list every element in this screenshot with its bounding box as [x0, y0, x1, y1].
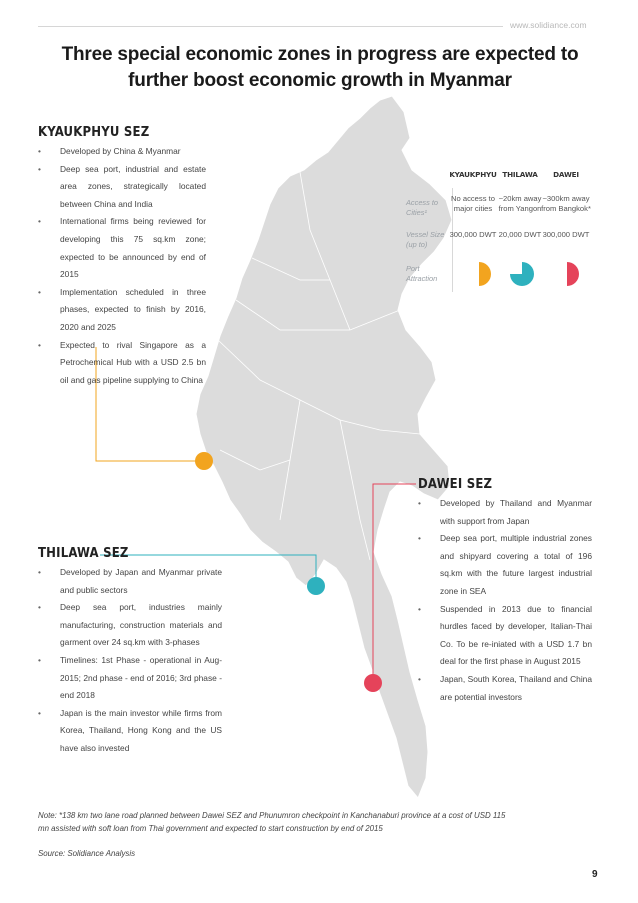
source-line: Source: Solidiance Analysis — [38, 849, 136, 858]
list-item: • Developed by Japan and Myanmar private and public sectors — [38, 564, 222, 599]
dawei-bullets — [418, 495, 592, 706]
website-url[interactable]: www.solidiance.com — [510, 20, 587, 30]
list-item: • International firms being reviewed for developing this 75 sq.km zone; expected to be announced by end of 2015 — [38, 213, 206, 283]
dawei-attraction-pie — [567, 262, 579, 286]
thilawa-bullets — [38, 564, 222, 758]
page-title: Three special economic zones in progress are expected to further boost economic growth in Myanmar — [61, 44, 579, 91]
table-cell: ~300km away from Bangkok* — [541, 194, 591, 213]
port-attraction-pies — [479, 262, 579, 286]
row-label-access: Access to Cities¹ — [406, 198, 439, 217]
row-label-vessel: Vessel Size (up to) — [406, 230, 445, 249]
row-label-port-attraction: Port Attraction — [406, 264, 438, 283]
table-cell: No access to major cities — [451, 194, 495, 213]
column-header-thilawa: THILAWA — [502, 170, 538, 179]
page-number: 9 — [592, 869, 598, 880]
kyaukphyu-heading: KYAUKPHYU SEZ — [38, 125, 150, 140]
list-item: • Deep sea port, industries mainly manufacturing, construction materials and garment over 24 sq.km with 3-phases — [38, 599, 222, 652]
dawei-marker — [364, 674, 382, 692]
kyaukphyu-attraction-pie — [479, 262, 491, 286]
footnote: Note: *138 km two lane road planned between Dawei SEZ and Phunumron checkpoint in Kanchanaburi province at a cost of USD 115 mn assisted with soft loan from Thai government and expected to start construction by end of 2015 — [38, 811, 506, 833]
kyaukphyu-bullets — [38, 143, 206, 389]
kyaukphyu-marker — [195, 452, 213, 470]
list-item: • Japan, South Korea, Thailand and China are potential investors — [418, 671, 592, 706]
column-header-kyaukphyu: KYAUKPHYU — [449, 170, 497, 179]
list-item: • Deep sea port, industrial and estate area zones, strategically located between China and India — [38, 161, 206, 214]
list-item: • Japan is the main investor while firms from Korea, Thailand, Hong Kong and the US have also invested — [38, 705, 222, 758]
list-item: • Developed by China & Myanmar — [38, 143, 206, 161]
header-rule — [38, 26, 503, 27]
table-cell: ~20km away from Yangon — [498, 194, 542, 213]
column-header-dawei: DAWEI — [553, 170, 579, 179]
list-item: • Expected to rival Singapore as a Petrochemical Hub with a USD 2.5 bn oil and gas pipeline supplying to China — [38, 337, 206, 390]
dawei-heading: DAWEI SEZ — [418, 477, 493, 492]
table-cell: 300,000 DWT — [542, 230, 590, 239]
thilawa-marker — [307, 577, 325, 595]
list-item: • Deep sea port, multiple industrial zones and shipyard covering a total of 196 sq.km with the future largest industrial zone in SEA — [418, 530, 592, 600]
list-item: • Timelines: 1st Phase - operational in Aug-2015; 2nd phase - end of 2016; 3rd phase - end 2018 — [38, 652, 222, 705]
list-item: • Suspended in 2013 due to financial hurdles faced by developer, Italian-Thai Co. To be re-iniated with a USD 1.7 bn deal for the first phase in August 2015 — [418, 601, 592, 671]
table-cell: 20,000 DWT — [498, 230, 542, 239]
thilawa-attraction-pie — [510, 262, 534, 286]
thilawa-heading: THILAWA SEZ — [38, 546, 129, 561]
table-cell: 300,000 DWT — [449, 230, 497, 239]
list-item: • Developed by Thailand and Myanmar with support from Japan — [418, 495, 592, 530]
list-item: • Implementation scheduled in three phases, expected to finish by 2016, 2020 and 2025 — [38, 284, 206, 337]
